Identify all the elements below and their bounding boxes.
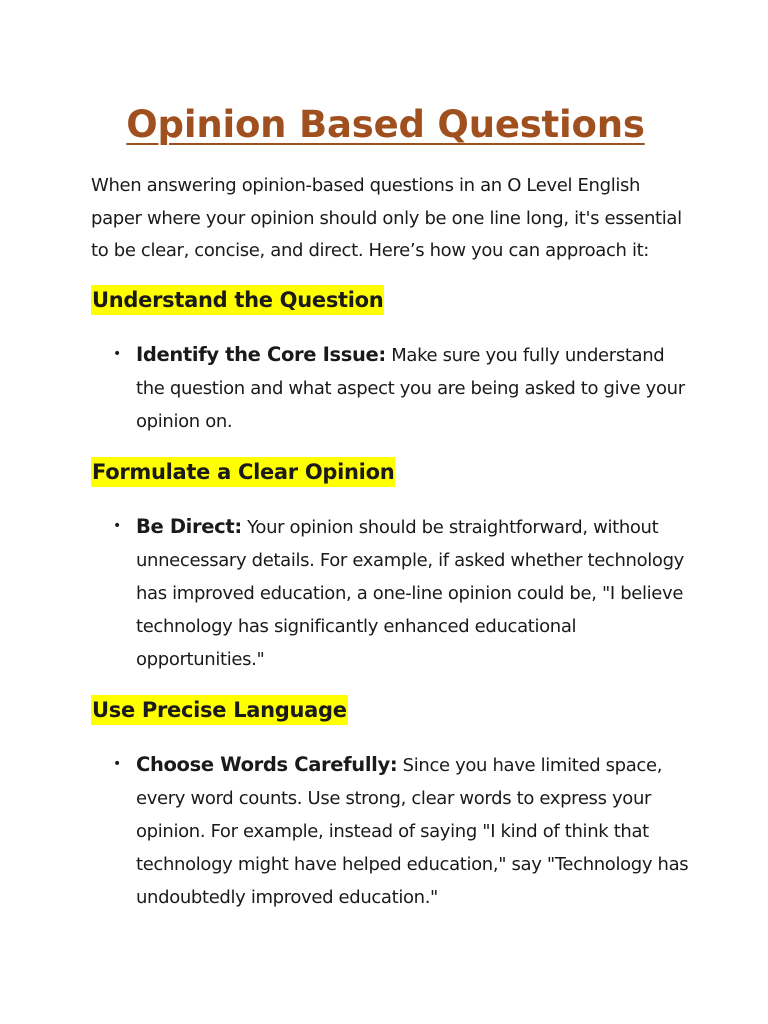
list-item <box>91 510 696 676</box>
bullet-term: Identify the Core Issue: <box>136 342 386 366</box>
bullet-list <box>91 748 689 914</box>
list-item <box>91 748 696 914</box>
bullet-text: Make sure you fully understand the question and what aspect you are being asked to give your opinion on. <box>136 344 685 432</box>
bullet-text: Your opinion should be straightforward, without unnecessary details. For example, if asked whether technology has improved education, a one-line opinion could be, "I believe technology has significantly enhanced educational opportunities." <box>136 516 684 670</box>
page-title: Opinion Based Questions <box>126 103 645 146</box>
section-heading: Understand the Question <box>91 285 384 315</box>
bullet-icon: • <box>113 345 121 362</box>
section-heading: Formulate a Clear Opinion <box>91 457 395 487</box>
section-formulate <box>91 457 684 676</box>
bullet-list <box>91 338 685 438</box>
bullet-icon: • <box>113 517 121 534</box>
bullet-term: Be Direct: <box>136 514 242 538</box>
bullet-icon: • <box>113 755 121 772</box>
section-heading: Use Precise Language <box>91 695 348 725</box>
section-understand <box>91 285 685 438</box>
bullet-term: Choose Words Carefully: <box>136 752 398 776</box>
bullet-list <box>91 510 684 676</box>
section-language <box>91 695 689 914</box>
bullet-text: Since you have limited space, every word counts. Use strong, clear words to express your opinion. For example, instead of saying "I kind of think that technology might have helped education," say "Technology has undoubtedly improved education." <box>136 754 689 908</box>
list-item <box>91 338 696 438</box>
intro-paragraph: When answering opinion-based questions in an O Level English paper where your opinion should only be one line long, it's essential to be clear, concise, and direct. Here’s how you can approach it: <box>91 175 682 261</box>
